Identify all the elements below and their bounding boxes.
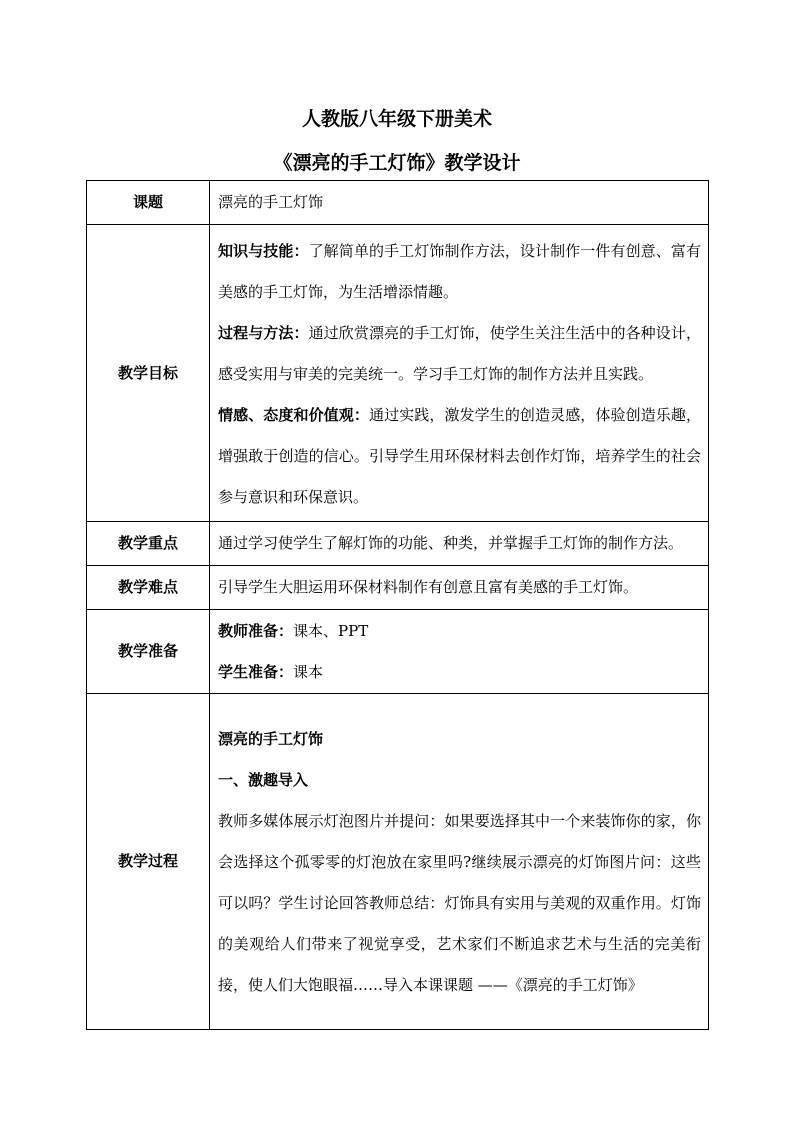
key-point-text: 通过学习使学生了解灯饰的功能、种类，并掌握手工灯饰的制作方法。 [210,522,709,566]
label-key-point: 教学重点 [87,522,210,566]
topic-text: 漂亮的手工灯饰 [210,181,709,225]
goal-knowledge: 知识与技能：了解简单的手工灯饰制作方法，设计制作一件有创意、富有美感的手工灯饰，为生活增添情趣。 [218,241,701,301]
row-key-point [87,522,709,566]
process-paragraph: 教师多媒体展示灯泡图片并提问：如果要选择其中一个来装饰你的家，你会选择这个孤零零的灯泡放在家里吗?继续展示漂亮的灯饰图片问：这些可以吗？学生讨论回答教师总结：灯饰具有实用与美观的双重作用。灯饰的美观给人们带来了视觉享受，艺术家们不断追求艺术与生活的完美衔接，使人们大饱眼福……导入本课课题 ——《漂亮的手工灯饰》 [218,811,701,994]
goals-content [210,225,709,522]
process-content [210,694,709,1030]
prep-teacher: 教师准备：课本、PPT [218,622,369,640]
document-title: 人教版八年级下册美术 [301,108,492,130]
goal-attitude: 情感、态度和价值观：通过实践，激发学生的创造灵感，体验创造乐趣，增强敢于创造的信心。引导学生用环保材料去创作灯饰，培养学生的社会参与意识和环保意识。 [218,405,701,506]
prep-student: 学生准备：课本 [218,663,324,681]
label-difficulty: 教学难点 [87,566,210,610]
goal-process: 过程与方法：通过欣赏漂亮的手工灯饰，使学生关注生活中的各种设计，感受实用与审美的完美统一。学习手工灯饰的制作方法并且实践。 [218,323,701,383]
row-goals [87,225,709,522]
label-goals: 教学目标 [87,225,210,522]
row-prep [87,610,709,694]
prep-content [210,610,709,694]
label-topic: 课题 [87,181,210,225]
label-prep: 教学准备 [87,610,210,694]
row-difficulty [87,566,709,610]
document-subtitle: 《漂亮的手工灯饰》教学设计 [273,152,521,174]
label-process: 教学过程 [87,694,210,1030]
process-section-title: 一、激趣导入 [218,770,309,789]
difficulty-text: 引导学生大胆运用环保材料制作有创意且富有美感的手工灯饰。 [210,566,709,610]
row-process [87,694,709,1030]
process-heading: 漂亮的手工灯饰 [218,729,324,748]
lesson-plan-table [86,180,709,1030]
row-topic [87,181,709,225]
